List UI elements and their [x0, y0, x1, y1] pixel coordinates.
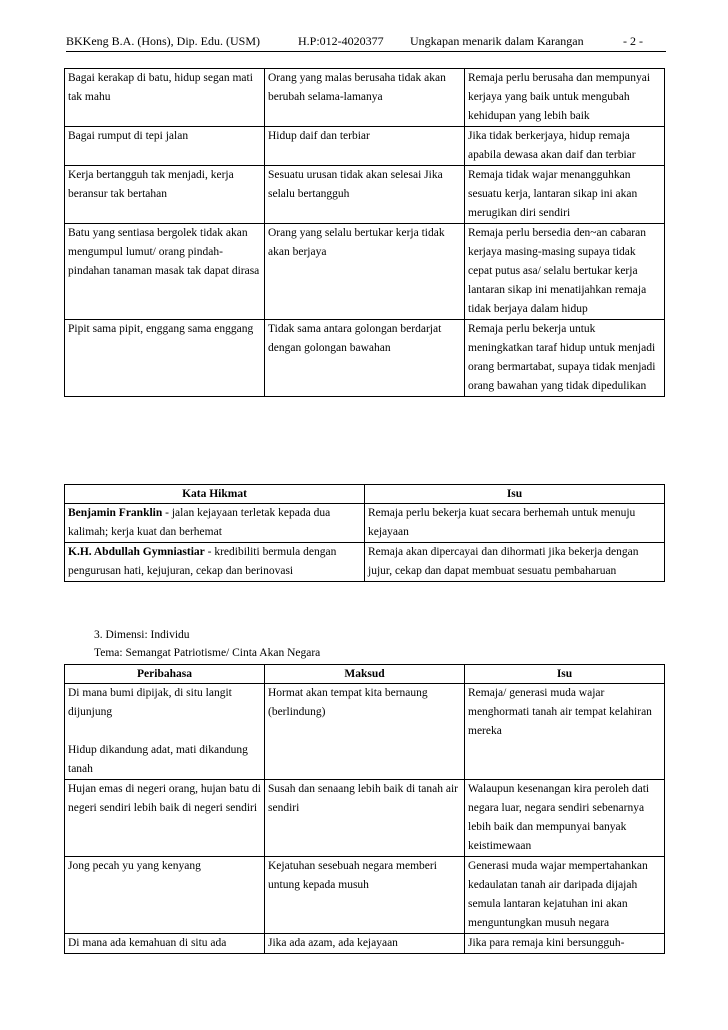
maksud-cell: Susah dan senaang lebih baik di tanah air sendiri [265, 780, 465, 857]
quote-author: Benjamin Franklin [68, 507, 163, 519]
peribahasa-cell: Bagai rumput di tepi jalan [65, 127, 265, 166]
header-page-number: - 2 - [623, 34, 643, 48]
peribahasa-cell: Kerja bertangguh tak menjadi, kerja beransur tak bertahan [65, 166, 265, 224]
isu-cell: Jika tidak berkerjaya, hidup remaja apabila dewasa akan daif dan terbiar [465, 127, 665, 166]
isu-header: Isu [365, 485, 665, 504]
table-row [65, 857, 665, 934]
table-row [65, 684, 665, 780]
peribahasa-cell: Hujan emas di negeri orang, hujan batu di negeri sendiri lebih baik di negeri sendiri [65, 780, 265, 857]
page-header [66, 33, 666, 52]
table-row [65, 320, 665, 397]
isu-cell: Remaja perlu bersedia den~an cabaran kerjaya masing-masing supaya tidak cepat putus asa/ selalu bertukar kerja lantaran sikap ini menatijahkan remaja tidak berjaya dalam hidup [465, 224, 665, 320]
table-row [65, 934, 665, 954]
table-header-row [65, 485, 665, 504]
maksud-cell: Orang yang malas berusaha tidak akan berubah selama-lamanya [265, 69, 465, 127]
table-header-row [65, 665, 665, 684]
table-row [65, 780, 665, 857]
kata-hikmat-header: Kata Hikmat [65, 485, 365, 504]
kata-hikmat-cell [65, 504, 365, 543]
peribahasa-text: Di mana bumi dipijak, di situ langit dijunjung [68, 687, 232, 718]
maksud-cell: Kejatuhan sesebuah negara memberi untung kepada musuh [265, 857, 465, 934]
isu-cell: Walaupun kesenangan kira peroleh dati negara luar, negara sendiri sebenarnya lebih baik dan mempunyai banyak keistimewaan [465, 780, 665, 857]
theme-heading: Tema: Semangat Patriotisme/ Cinta Akan Negara [94, 647, 321, 659]
isu-cell: Remaja akan dipercayai dan dihormati jika bekerja dengan jujur, cekap dan dapat membuat sesuatu pembaharuan [365, 543, 665, 582]
peribahasa-text: Hidup dikandung adat, mati dikandung tanah [68, 744, 248, 775]
isu-cell: Remaja perlu berusaha dan mempunyai kerjaya yang baik untuk mengubah kehidupan yang lebih baik [465, 69, 665, 127]
maksud-cell: Orang yang selalu bertukar kerja tidak akan berjaya [265, 224, 465, 320]
dimension-heading: 3. Dimensi: Individu [94, 629, 190, 641]
kata-hikmat-cell [65, 543, 365, 582]
table-row [65, 166, 665, 224]
header-phone: H.P:012-4020377 [298, 34, 384, 48]
isu-cell: Remaja/ generasi muda wajar menghormati tanah air tempat kelahiran mereka [465, 684, 665, 780]
peribahasa-cell: Pipit sama pipit, enggang sama enggang [65, 320, 265, 397]
quote-text: - kredibiliti bermula dengan pengurusan hati, kejujuran, cekap dan berinovasi [68, 546, 337, 577]
peribahasa-cell [65, 684, 265, 780]
table-row [65, 224, 665, 320]
isu-cell: Remaja perlu bekerja untuk meningkatkan taraf hidup untuk menjadi orang bermartabat, supaya tidak menjadi orang bawahan yang tidak dipedulikan [465, 320, 665, 397]
maksud-cell: Sesuatu urusan tidak akan selesai Jika selalu bertangguh [265, 166, 465, 224]
isu-cell: Remaja perlu bekerja kuat secara berhemah untuk menuju kejayaan [365, 504, 665, 543]
isu-cell: Jika para remaja kini bersungguh- [465, 934, 665, 954]
peribahasa-table-3 [64, 664, 665, 954]
table-row [65, 127, 665, 166]
peribahasa-cell: Di mana ada kemahuan di situ ada [65, 934, 265, 954]
isu-cell: Remaja tidak wajar menangguhkan sesuatu kerja, lantaran sikap ini akan merugikan diri sendiri [465, 166, 665, 224]
quote-text: - jalan kejayaan terletak kepada dua kalimah; kerja kuat dan berhemat [68, 507, 331, 538]
table-row [65, 543, 665, 582]
kata-hikmat-table [64, 484, 665, 582]
isu-cell: Generasi muda wajar mempertahankan kedaulatan tanah air daripada dijajah semula lantaran kejatuhan ini akan menguntungkan musuh negara [465, 857, 665, 934]
header-author: BKKeng B.A. (Hons), Dip. Edu. (USM) [66, 34, 260, 48]
peribahasa-table-1 [64, 68, 665, 397]
maksud-cell: Hidup daif dan terbiar [265, 127, 465, 166]
maksud-cell: Hormat akan tempat kita bernaung (berlindung) [265, 684, 465, 780]
maksud-header: Maksud [265, 665, 465, 684]
table-row [65, 69, 665, 127]
peribahasa-cell: Batu yang sentiasa bergolek tidak akan mengumpul lumut/ orang pindah-pindahan tanaman masak tak dapat dirasa [65, 224, 265, 320]
quote-author: K.H. Abdullah Gymniastiar [68, 546, 205, 558]
maksud-cell: Jika ada azam, ada kejayaan [265, 934, 465, 954]
peribahasa-cell: Bagai kerakap di batu, hidup segan mati tak mahu [65, 69, 265, 127]
peribahasa-header: Peribahasa [65, 665, 265, 684]
table-row [65, 504, 665, 543]
isu-header: Isu [465, 665, 665, 684]
maksud-cell: Tidak sama antara golongan berdarjat dengan golongan bawahan [265, 320, 465, 397]
header-topic: Ungkapan menarik dalam Karangan [410, 34, 584, 48]
peribahasa-cell: Jong pecah yu yang kenyang [65, 857, 265, 934]
